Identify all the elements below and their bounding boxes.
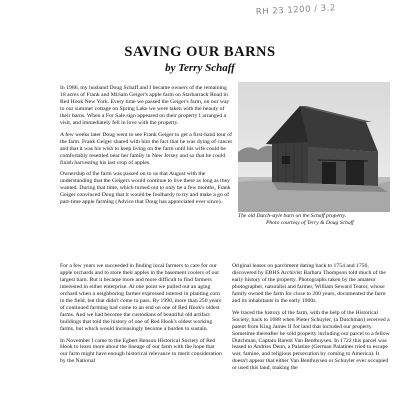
photo-caption: [238, 213, 390, 226]
handwritten-archive-note: RH 23 1200 / 3.2: [255, 3, 337, 18]
body-paragraph: For a few years we succeeded in finding local farmers to care for our apple orchards and to store their apples in the basement coolers of our largest barn. But it became more and more difficult to find farmers interested in either enterprise. At one point we pulled out an aging orchard when a neighboring farmer expressed interest in planting corn in the field, but that didn't come to pass. By 1990, more than 250 years of continued farming had come to an end on one of Red Hook's oldest farms. And we had become the custodians of beautiful old artifact buildings that told the history of one of Red Hook's oldest working farms, but which would increasingly become a burden to sustain.: [60, 263, 222, 332]
intro-paragraph: In 1986, my husband Doug Schaff and I became owners of the remaining 18 acres of Frank and Miriam Geiger's apple farm on Starbarrack Road in Red Hook New York. Every time we passed the Geiger's farm, on our way to our summer cottage on Spring Lake we were taken with the beauty of their barns. When a For Sale sign appeared on their property I arranged a visit, and immediately fell in love with the property.: [60, 85, 230, 126]
intro-paragraph: A few weeks later Doug went to see Frank Geiger to get a first-hand tour of the farm. Frank Geiger shared with him the fact that he was dying of cancer and that it was his wish to keep living on the farm until his wife could be comfortably resettled near her family in New Jersey and so that he could finish harvesting his last crop of apples.: [60, 131, 233, 166]
article-title: SAVING OUR BARNS: [124, 44, 276, 60]
body-paragraph: Original leases on parchment dating back to 1754 and 1756, discovered by EBHS Archivist Barbara Thompson told much of the early history of the property. Photographs taken by the amateur photographer, naturalist and farmer, William Seward Teator, whose family owned the farm for close to 200 years, documented the farm and its inhabitants in the early 1900s.: [232, 263, 386, 304]
body-paragraph: In November I came to the Egbert Benson Historical Society of Red Hook to learn more about the lineage of our farm with the hope that our farm might have enough historical relevance to merit consideration by the National: [60, 337, 222, 365]
photo-caption-text: The old Dutch-style barn on the Schaff property.: [238, 213, 347, 219]
right-column: [232, 263, 390, 377]
barn-photo: [238, 82, 390, 212]
body-paragraph: We traced the history of the farm, with the help of the Historical Society, back to 1688 when Pieter Schuyler, (a Dutchman) received a patent from King James II for land that included our property. Sometime thereafter he sold property including our parcel to a fellow Dutchman, Captain Barent Van Benthuysen. In 1722 this parcel was leased to Andries Denn, a Palatine (German Palatines tried to escape war, famine, and religious persecution by coming to America). It doesn't appear that either Van Benthuysen or Schuyler ever occupied or used this land, making the: [232, 309, 390, 372]
photo-credit: Photo courtesy of Terry & Doug Schaff: [266, 219, 354, 226]
article-byline: by Terry Schaff: [165, 62, 235, 74]
barn-photo-image: [238, 82, 390, 212]
left-column: [60, 263, 222, 370]
intro-column: [60, 85, 233, 211]
intro-paragraph: Ownership of the farm was passed on to us that August with the understanding that the Geigers would continue to live there as long as they wanted. During that time, which turned out to only be a few months, Frank Geiger convinced Doug that it would be foolhardy to try and make a go of part-time apple farming (Advice that Doug has appreciated ever since).: [60, 171, 231, 206]
